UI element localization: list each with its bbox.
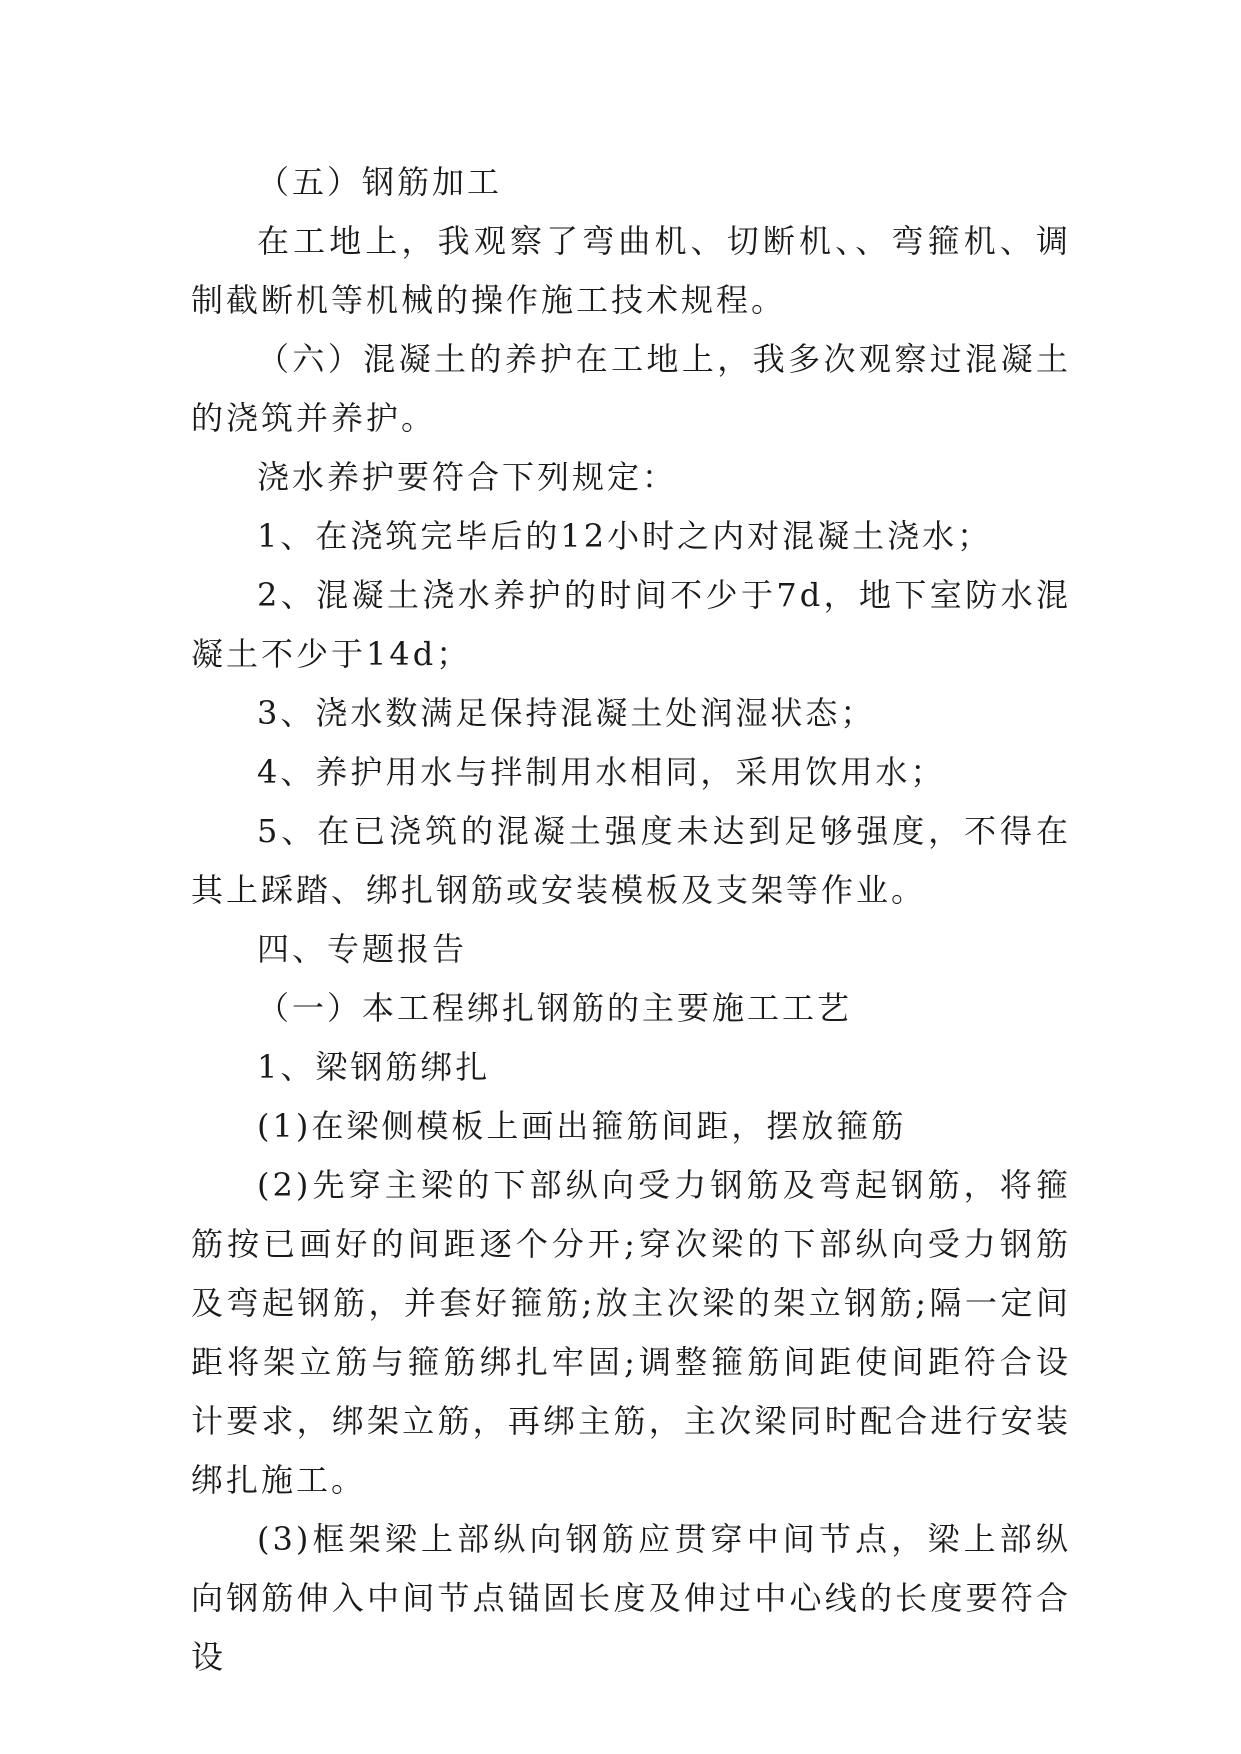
item-heading: 1、梁钢筋绑扎: [257, 1048, 491, 1086]
section-heading: 四、专题报告: [257, 930, 468, 968]
paragraph: 1、在浇筑完毕后的12小时之内对混凝土浇水；: [257, 517, 993, 555]
paragraph: (1)在梁侧模板上画出箍筋间距，摆放箍筋: [257, 1107, 907, 1145]
paragraph: (2)先穿主梁的下部纵向受力钢筋及弯起钢筋，将箍筋按已画好的间距逐个分开;穿次梁的下部纵向受力钢筋及弯起钢筋，并套好箍筋;放主次梁的架立钢筋;隔一定间距将架立筋与箍筋绑扎牢固;调整箍筋间距使间距符合设计要求，绑架立筋，再绑主筋，主次梁同时配合进行安装绑扎施工。: [191, 1166, 1071, 1499]
paragraph: 5、在已浇筑的混凝土强度未达到足够强度，不得在其上踩踏、绑扎钢筋或安装模板及支架等作业。: [191, 812, 1071, 909]
paragraph: 2、混凝土浇水养护的时间不少于7d，地下室防水混凝土不少于14d；: [191, 576, 1071, 673]
paragraph: （五）钢筋加工: [257, 163, 503, 201]
paragraph: (3)框架梁上部纵向钢筋应贯穿中间节点，梁上部纵向钢筋伸入中间节点锚固长度及伸过中心线的长度要符合设: [191, 1520, 1071, 1676]
paragraph: 在工地上，我观察了弯曲机、切断机、、弯箍机、调制截断机等机械的操作施工技术规程。: [191, 222, 1071, 319]
paragraph: （六）混凝土的养护在工地上，我多次观察过混凝土的浇筑并养护。: [191, 340, 1071, 437]
paragraph: 4、养护用水与拌制用水相同，采用饮用水；: [257, 753, 946, 791]
subsection-heading: （一）本工程绑扎钢筋的主要施工工艺: [257, 989, 853, 1027]
paragraph: 3、浇水数满足保持混凝土处润湿状态；: [257, 694, 876, 732]
paragraph: 浇水养护要符合下列规定：: [257, 458, 678, 496]
document-body: [191, 153, 1071, 1687]
